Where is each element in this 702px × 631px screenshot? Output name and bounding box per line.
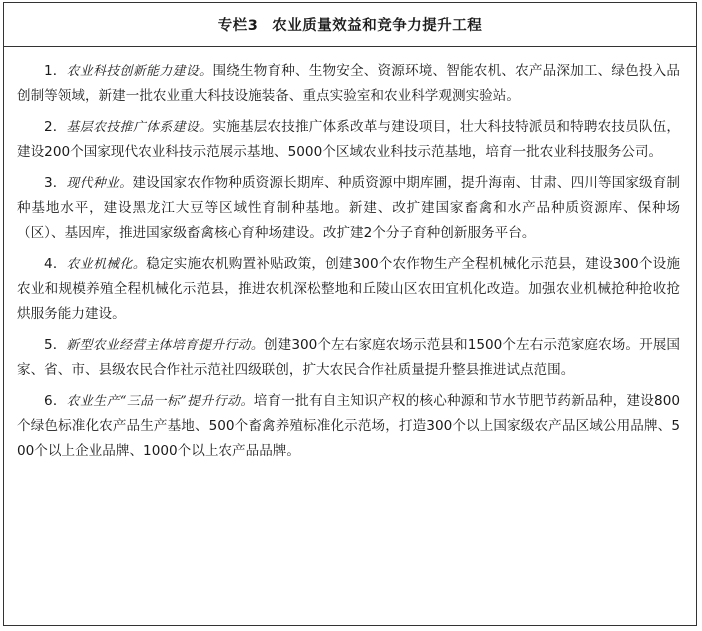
list-item-2 [17, 115, 680, 165]
item-body: 建设国家农作物种质资源长期库、种质资源中期库圃，提升海南、甘肃、四川等国家级育制种基地水平，建设黑龙江大豆等区域性育制种基地。新建、改扩建国家畜禽和水产品种质资源库、保种场（区）、基因库，推进国家级畜禽核心育种场建设。改扩建2个分子育种创新服务平台。 [17, 175, 681, 241]
item-heading: 农业生产“三品一标”提升行动。 [66, 394, 254, 409]
item-body: 创建300个左右家庭农场示范县和1500个左右示范家庭农场。开展国家、省、市、县级农民合作社示范社四级联创，扩大农民合作社质量提升整县推进试点范围。 [17, 337, 681, 378]
item-number: 3． [44, 175, 67, 191]
item-heading: 现代种业。 [66, 176, 133, 191]
item-heading: 基层农技推广体系建设。 [66, 120, 213, 135]
column-title: 农业质量效益和竞争力提升工程 [272, 18, 483, 34]
item-heading: 农业机械化。 [66, 257, 147, 272]
list-item-3 [17, 171, 680, 246]
item-body: 培育一批有自主知识产权的核心种源和节水节肥节药新品种，建设800个绿色标准化农产品生产基地、500个畜禽养殖标准化示范场，打造300个以上国家级农产品区域公用品牌、500个以上企业品牌、1000个以上农产品品牌。 [17, 393, 680, 459]
column-label: 专栏3 [217, 18, 259, 34]
item-number: 5． [44, 337, 67, 353]
item-number: 1． [44, 63, 67, 79]
list-item-1 [17, 59, 680, 109]
list-item-6 [17, 389, 680, 464]
item-heading: 农业科技创新能力建设。 [66, 64, 213, 79]
column-title-row [4, 3, 696, 47]
column-content [4, 47, 696, 464]
item-number: 4． [44, 256, 67, 272]
list-item-5 [17, 333, 680, 383]
item-body: 稳定实施农机购置补贴政策，创建300个农作物生产全程机械化示范县，建设300个设施农业和规模养殖全程机械化示范县，推进农机深松整地和丘陵山区农田宜机化改造。加强农业机械抢种抢收抢烘服务能力建设。 [17, 256, 680, 322]
item-body: 实施基层农技推广体系改革与建设项目，壮大科技特派员和特聘农技员队伍，建设200个国家现代农业科技示范展示基地、5000个区域农业科技示范基地，培育一批农业科技服务公司。 [17, 119, 680, 160]
special-column-box [3, 2, 697, 626]
item-number: 6． [44, 393, 67, 409]
list-item-4 [17, 252, 680, 327]
item-heading: 新型农业经营主体培育提升行动。 [66, 338, 264, 353]
item-number: 2． [44, 119, 67, 135]
item-body: 围绕生物育种、生物安全、资源环境、智能农机、农产品深加工、绿色投入品创制等领域，新建一批农业重大科技设施装备、重点实验室和农业科学观测实验站。 [17, 63, 680, 104]
